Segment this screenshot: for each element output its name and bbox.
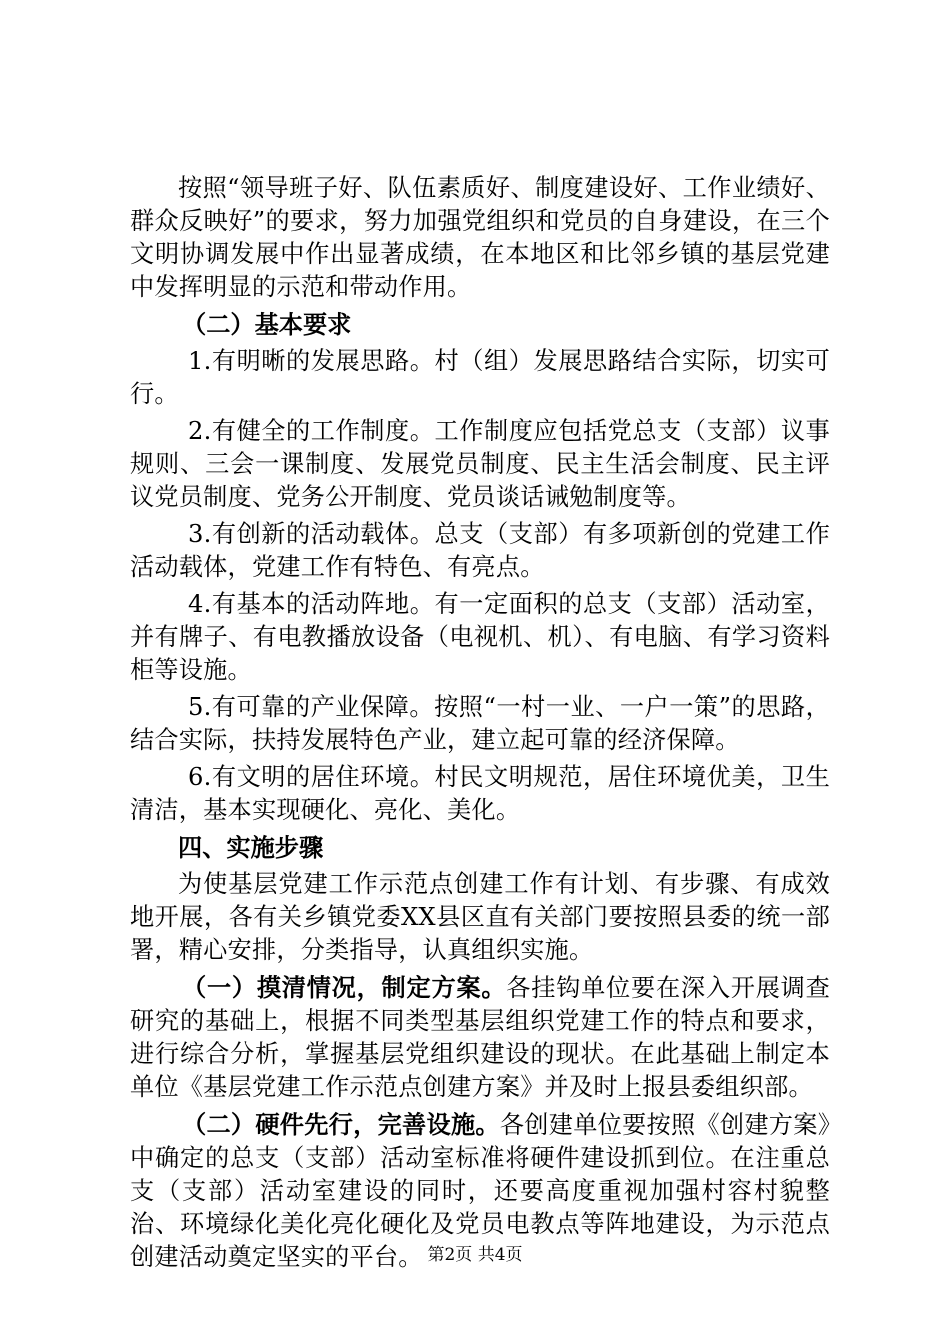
intro-paragraph: 按照“领导班子好、队伍素质好、制度建设好、工作业绩好、群众反映好”的要求，努力加强党组织和党员的自身建设，在三个文明协调发展中作出显著成绩，在本地区和比邻乡镇的基层党建中发挥明显的示范和带动作用。 (130, 174, 830, 301)
requirement-item-4: 4.有基本的活动阵地。有一定面积的总支（支部）活动室，并有牌子、有电教播放设备（电视机、机）、有电脑、有学习资料柜等设施。 (130, 590, 830, 684)
step-1-title: （一）摸清情况，制定方案。 (182, 973, 507, 1002)
step-1-body: 各挂钩单位要在深入开展调查研究的基础上，根据不同类型基层组织党建工作的特点和要求，进行综合分析，掌握基层党组织建设的现状。在此基础上制定本单位《基层党建工作示范点创建方案》并及时上报县委组织部。 (130, 974, 830, 1101)
page-number-footer: 第2页 共4页 (427, 1245, 523, 1265)
step-2-title: （二）硬件先行，完善设施。 (182, 1110, 500, 1139)
requirement-item-5: 5.有可靠的产业保障。按照“一村一业、一户一策”的思路，结合实际，扶持发展特色产业，建立起可靠的经济保障。 (130, 693, 830, 754)
requirement-item-1: 1.有明晰的发展思路。村（组）发展思路结合实际，切实可行。 (130, 347, 830, 408)
heading-implementation-steps: 四、实施步骤 (178, 833, 324, 862)
steps-intro-paragraph: 为使基层党建工作示范点创建工作有计划、有步骤、有成效地开展，各有关乡镇党委XX县区直有关部门要按照县委的统一部署，精心安排，分类指导，认真组织实施。 (130, 870, 830, 964)
document-body (130, 172, 830, 1278)
requirement-item-6: 6.有文明的居住环境。村民文明规范，居住环境优美，卫生清洁，基本实现硬化、亮化、美化。 (130, 763, 830, 824)
requirement-item-3: 3.有创新的活动载体。总支（支部）有多项新创的党建工作活动载体，党建工作有特色、有亮点。 (130, 520, 830, 581)
step-2-body: 各创建单位要按照《创建方案》中确定的总支（支部）活动室标准将硬件建设抓到位。在注重总支（支部）活动室建设的同时，还要高度重视加强村容村貌整治、环境绿化美化亮化硬化及党员电教点等阵地建设，为示范点创建活动奠定坚实的平台。 (130, 1111, 830, 1271)
heading-basic-requirements: （二）基本要求 (182, 310, 352, 339)
requirement-item-2: 2.有健全的工作制度。工作制度应包括党总支（支部）议事规则、三会一课制度、发展党员制度、民主生活会制度、民主评议党员制度、党务公开制度、党员谈话诫勉制度等。 (130, 417, 830, 511)
step-1-paragraph (130, 971, 830, 1104)
